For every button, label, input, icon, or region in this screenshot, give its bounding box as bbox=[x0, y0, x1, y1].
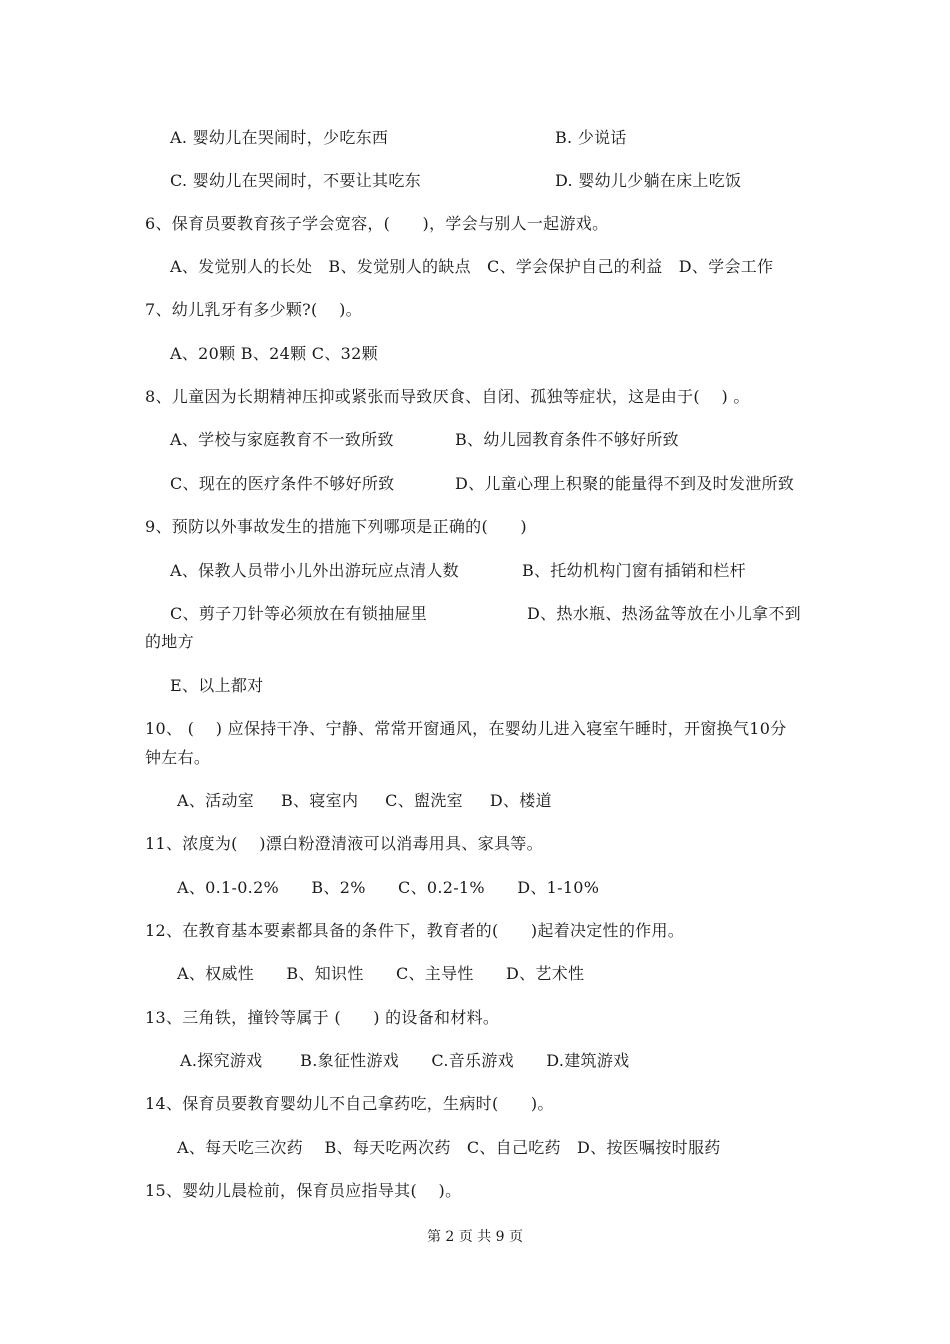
option-9e: E、以上都对 bbox=[170, 676, 264, 695]
options-11: A、0.1-0.2% B、2% C、0.2-1% D、1-10% bbox=[177, 878, 600, 897]
option-9c: C、剪子刀针等必须放在有锁抽屉里 bbox=[170, 604, 428, 623]
option-9a: A、保教人员带小儿外出游玩应点清人数 bbox=[170, 561, 459, 580]
page-footer: 第 2 页 共 9 页 bbox=[426, 1229, 524, 1245]
option-9d: D、热水瓶、热汤盆等放在小儿拿不到 bbox=[527, 604, 801, 623]
options-12: A、权威性 B、知识性 C、主导性 D、艺术性 bbox=[177, 964, 585, 983]
options-14: A、每天吃三次药 B、每天吃两次药 C、自己吃药 D、按医嘱按时服药 bbox=[177, 1138, 721, 1157]
question-7: 7、幼儿乳牙有多少颗?( )。 bbox=[145, 300, 362, 319]
options-7: A、20颗 B、24颗 C、32颗 bbox=[170, 344, 378, 363]
option-8b: B、幼儿园教育条件不够好所致 bbox=[455, 430, 679, 449]
question-12: 12、在教育基本要素都具备的条件下，教育者的( )起着决定性的作用。 bbox=[145, 921, 685, 940]
option-5a: A. 婴幼儿在哭闹时，少吃东西 bbox=[170, 128, 389, 147]
options-6: A、发觉别人的长处 B、发觉别人的缺点 C、学会保护自己的利益 D、学会工作 bbox=[170, 257, 774, 276]
question-9: 9、预防以外事故发生的措施下列哪项是正确的( ) bbox=[145, 517, 527, 536]
option-8d: D、儿童心理上积聚的能量得不到及时发泄所致 bbox=[455, 474, 795, 493]
option-8c: C、现在的医疗条件不够好所致 bbox=[170, 474, 395, 493]
question-10-continued: 钟左右。 bbox=[145, 748, 211, 767]
option-9b: B、托幼机构门窗有插销和栏杆 bbox=[522, 561, 746, 580]
options-13: A.探究游戏 B.象征性游戏 C.音乐游戏 D.建筑游戏 bbox=[180, 1051, 630, 1070]
options-10: A、活动室 B、寝室内 C、盥洗室 D、楼道 bbox=[177, 791, 552, 810]
option-8a: A、学校与家庭教育不一致所致 bbox=[170, 430, 394, 449]
option-5d: D. 婴幼儿少躺在床上吃饭 bbox=[555, 171, 742, 190]
option-5c: C. 婴幼儿在哭闹时，不要让其吃东 bbox=[170, 171, 421, 190]
option-9d-continued: 的地方 bbox=[145, 632, 194, 651]
question-14: 14、保育员要教育婴幼儿不自己拿药吃，生病时( )。 bbox=[145, 1094, 554, 1113]
question-6: 6、保育员要教育孩子学会宽容，( )，学会与别人一起游戏。 bbox=[145, 214, 609, 233]
question-11: 11、浓度为( )漂白粉澄清液可以消毒用具、家具等。 bbox=[145, 834, 543, 853]
question-13: 13、三角铁，撞铃等属于 ( ) 的设备和材料。 bbox=[145, 1008, 500, 1027]
question-15: 15、婴幼儿晨检前，保育员应指导其( )。 bbox=[145, 1181, 462, 1200]
question-10: 10、 ( ) 应保持干净、宁静、常常开窗通风，在婴幼儿进入寝室午睡时，开窗换气10分 bbox=[145, 719, 787, 738]
option-5b: B. 少说话 bbox=[555, 128, 627, 147]
question-8: 8、儿童因为长期精神压抑或紧张而导致厌食、自闭、孤独等症状，这是由于( ) 。 bbox=[145, 387, 750, 406]
